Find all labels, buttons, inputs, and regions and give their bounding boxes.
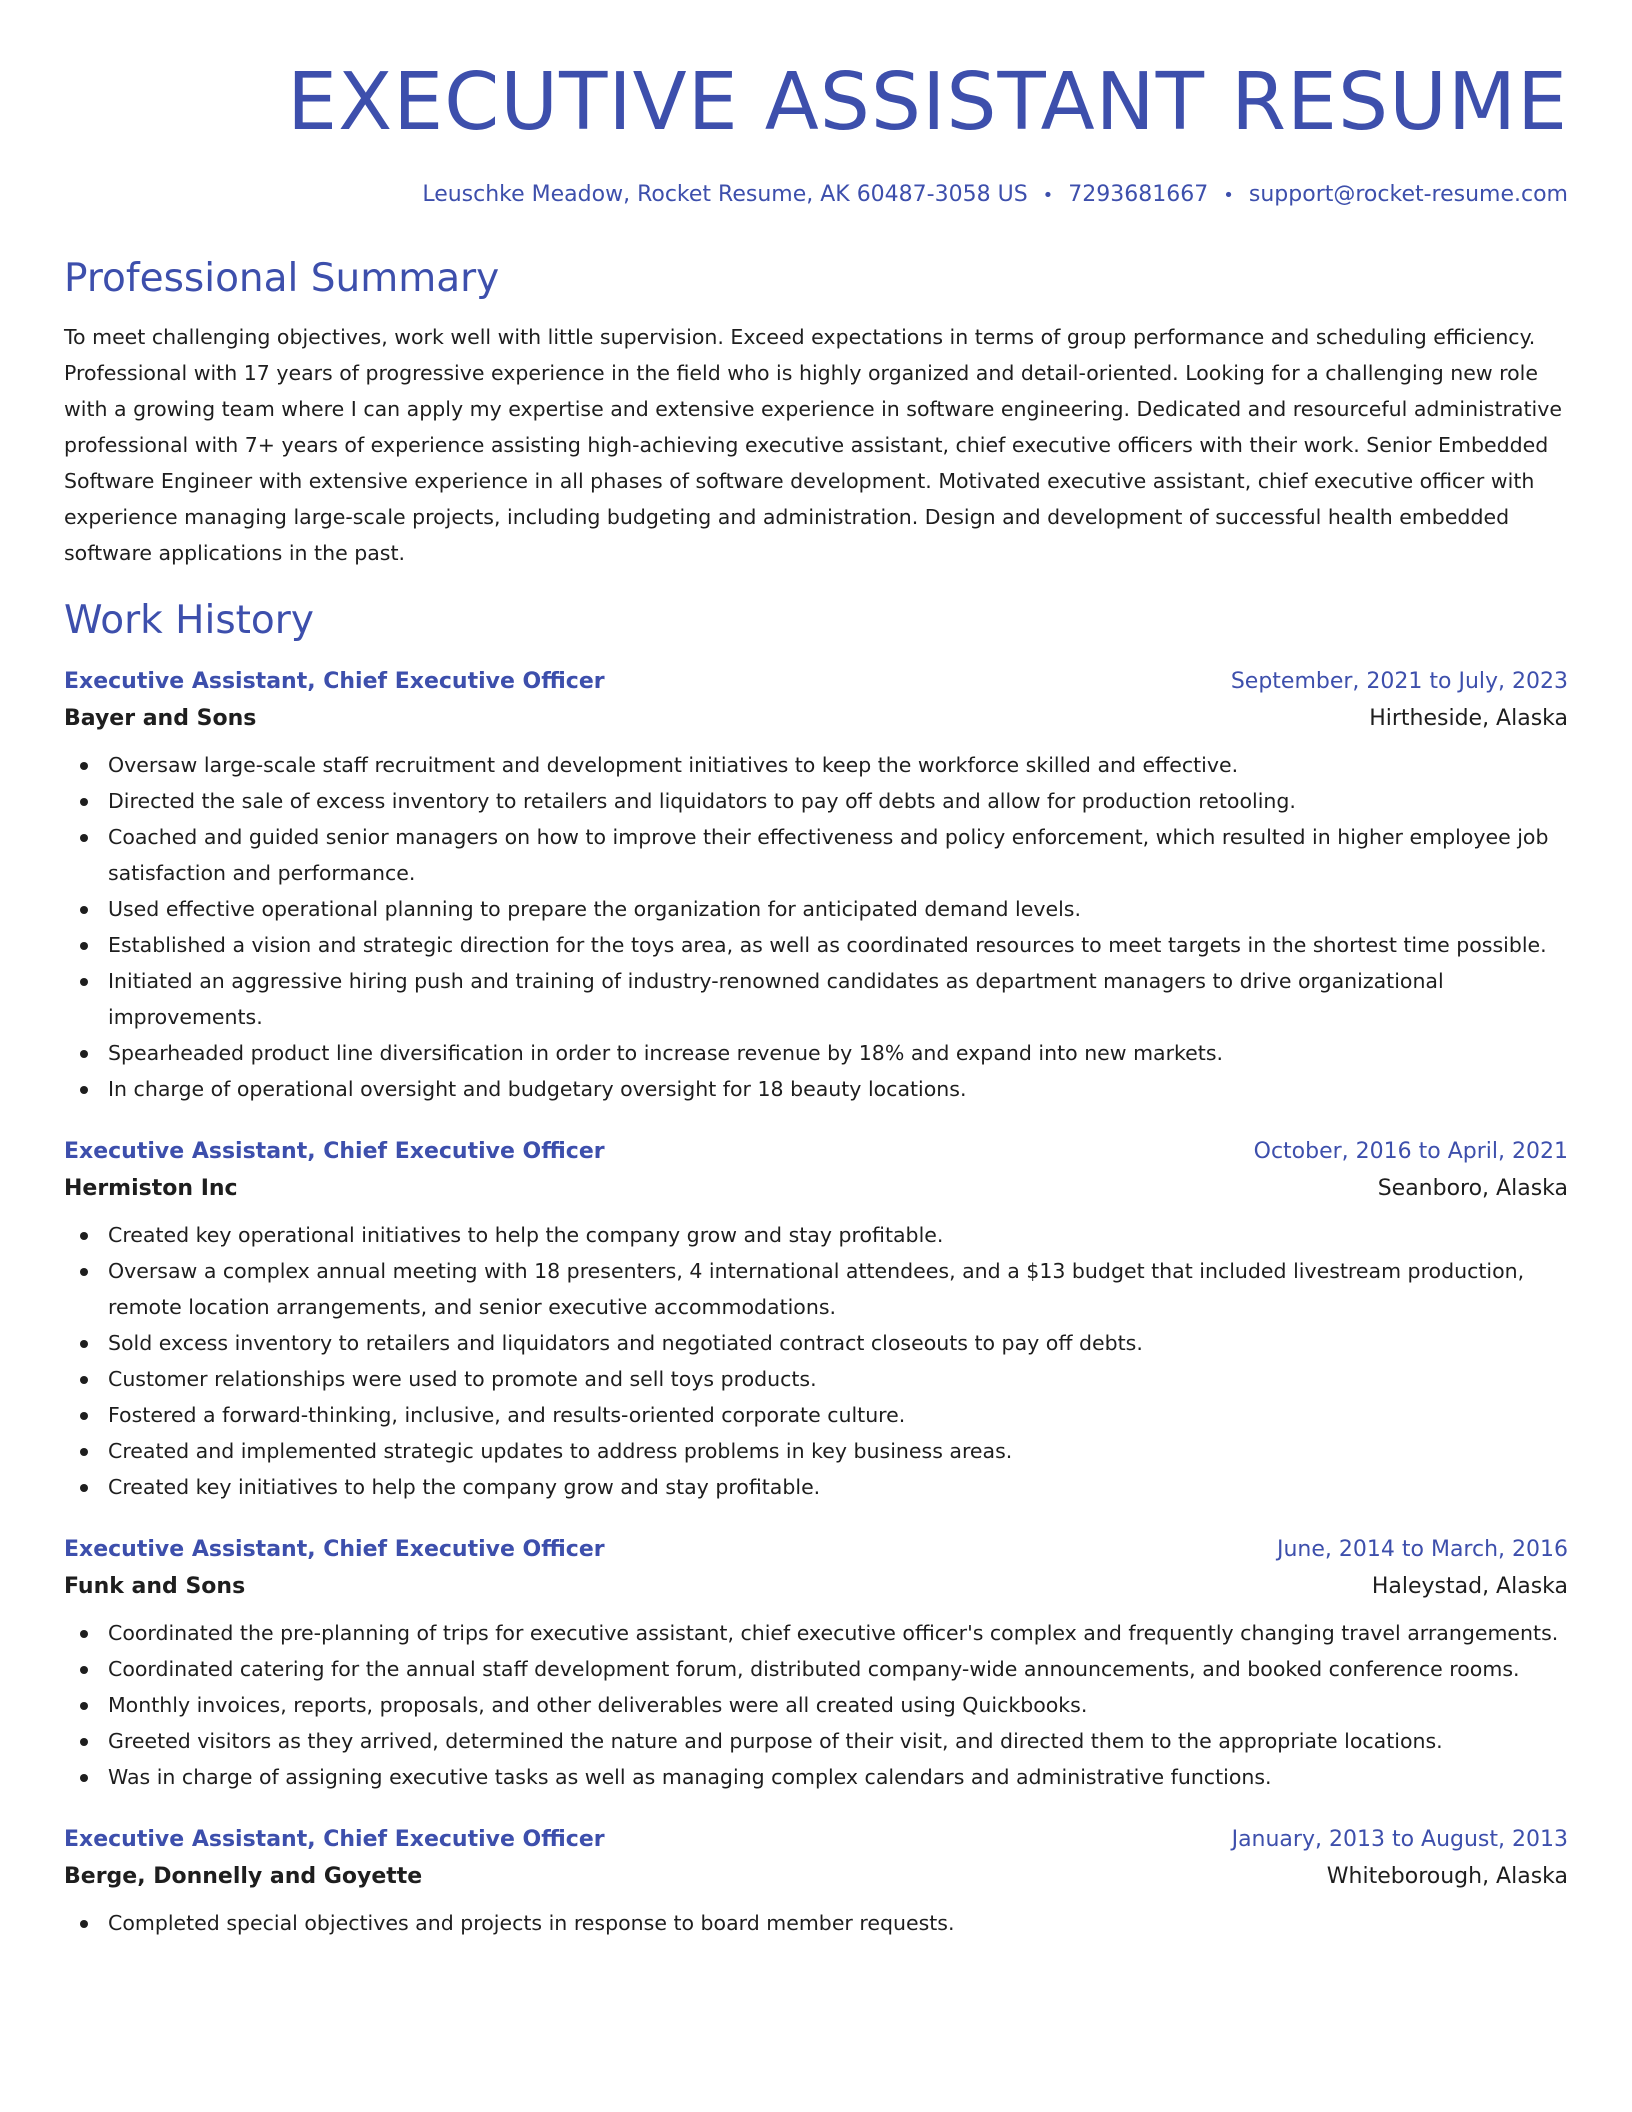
job-title: Executive Assistant, Chief Executive Officer	[64, 1537, 605, 1562]
job-dates: June, 2014 to March, 2016	[1277, 1537, 1568, 1562]
job-bullets	[64, 1615, 1568, 1795]
job-bullets	[64, 1905, 1568, 1941]
job-company: Bayer and Sons	[64, 706, 257, 731]
work-history-list	[64, 665, 1568, 1941]
job-title: Executive Assistant, Chief Executive Officer	[64, 1139, 605, 1164]
job-dates: January, 2013 to August, 2013	[1231, 1827, 1568, 1852]
job-bullet-item: Completed special objectives and projects in response to board member requests.	[108, 1905, 1568, 1941]
summary-heading: Professional Summary	[64, 256, 500, 301]
summary-text: To meet challenging objectives, work well with little supervision. Exceed expectations in terms of group performance and scheduling efficiency. Professional with 17 years of progressive experience in the field who is highly organized and detail-oriented. Looking for a challenging new role with a growing team where I can apply my expertise and extensive experience in software engineering. Dedicated and resourceful administrative professional with 7+ years of experience assisting high-achieving executive assistant, chief executive officers with their work. Senior Embedded Software Engineer with extensive experience in all phases of software development. Motivated executive assistant, chief executive officer with experience managing large-scale projects, including budgeting and administration. Design and development of successful health embedded software applications in the past.	[64, 325, 1562, 565]
job-bullet-item: In charge of operational oversight and budgetary oversight for 18 beauty locations.	[108, 1071, 1568, 1107]
contact-separator: •	[1042, 185, 1054, 206]
contact-line	[64, 180, 1568, 211]
contact-address: Leuschke Meadow, Rocket Resume, AK 60487-3058 US	[422, 182, 1028, 207]
job-bullet-item: Created key operational initiatives to help the company grow and stay profitable.	[108, 1217, 1568, 1253]
job-location: Seanboro, Alaska	[1377, 1176, 1568, 1201]
resume-page	[64, 0, 1568, 1941]
job-company: Berge, Donnelly and Goyette	[64, 1864, 423, 1889]
job-title-row	[64, 665, 1568, 699]
job-bullets	[64, 1217, 1568, 1505]
job-location: Haleystad, Alaska	[1371, 1574, 1568, 1599]
job-location: Hirtheside, Alaska	[1369, 706, 1568, 731]
job-bullet-item: Used effective operational planning to prepare the organization for anticipated demand levels.	[108, 891, 1568, 927]
job-bullet-item: Fostered a forward-thinking, inclusive, and results-oriented corporate culture.	[108, 1397, 1568, 1433]
job-entry	[64, 1533, 1568, 1795]
job-bullet-item: Established a vision and strategic direction for the toys area, as well as coordinated resources to meet targets in the shortest time possible.	[108, 927, 1568, 963]
job-bullet-item: Monthly invoices, reports, proposals, and other deliverables were all created using Quickbooks.	[108, 1687, 1568, 1723]
job-bullet-item: Coached and guided senior managers on how to improve their effectiveness and policy enforcement, which resulted in higher employee job satisfaction and performance.	[108, 819, 1568, 891]
contact-email: support@rocket-resume.com	[1248, 182, 1568, 207]
job-company-row	[64, 699, 1568, 739]
job-bullet-item: Oversaw a complex annual meeting with 18 presenters, 4 international attendees, and a $13 budget that included livestream production, remote location arrangements, and senior executive accommodations.	[108, 1253, 1568, 1325]
resume-header	[64, 0, 1568, 211]
job-dates: September, 2021 to July, 2023	[1230, 669, 1568, 694]
job-entry	[64, 1135, 1568, 1505]
job-bullet-item: Created key initiatives to help the company grow and stay profitable.	[108, 1469, 1568, 1505]
job-bullet-item: Sold excess inventory to retailers and liquidators and negotiated contract closeouts to pay off debts.	[108, 1325, 1568, 1361]
job-bullet-item: Created and implemented strategic updates to address problems in key business areas.	[108, 1433, 1568, 1469]
job-bullet-item: Coordinated the pre-planning of trips for executive assistant, chief executive officer's complex and frequently changing travel arrangements.	[108, 1615, 1568, 1651]
job-entry	[64, 665, 1568, 1107]
job-entry	[64, 1823, 1568, 1941]
job-title-row	[64, 1135, 1568, 1169]
job-title: Executive Assistant, Chief Executive Officer	[64, 669, 605, 694]
job-bullet-item: Oversaw large-scale staff recruitment and development initiatives to keep the workforce skilled and effective.	[108, 747, 1568, 783]
job-company: Funk and Sons	[64, 1574, 246, 1599]
contact-phone: 7293681667	[1068, 182, 1209, 207]
job-bullet-item: Was in charge of assigning executive tasks as well as managing complex calendars and administrative functions.	[108, 1759, 1568, 1795]
contact-separator: •	[1223, 185, 1234, 206]
job-company-row	[64, 1169, 1568, 1209]
work-history-heading: Work History	[64, 598, 314, 643]
job-company-row	[64, 1567, 1568, 1607]
job-bullet-item: Coordinated catering for the annual staff development forum, distributed company-wide announcements, and booked conference rooms.	[108, 1651, 1568, 1687]
job-location: Whiteborough, Alaska	[1326, 1864, 1568, 1889]
job-bullet-item: Initiated an aggressive hiring push and training of industry-renowned candidates as department managers to drive organizational improvements.	[108, 963, 1568, 1035]
job-title: Executive Assistant, Chief Executive Officer	[64, 1827, 605, 1852]
job-company: Hermiston Inc	[64, 1176, 238, 1201]
job-bullets	[64, 747, 1568, 1107]
job-bullet-item: Spearheaded product line diversification in order to increase revenue by 18% and expand into new markets.	[108, 1035, 1568, 1071]
job-bullet-item: Customer relationships were used to promote and sell toys products.	[108, 1361, 1568, 1397]
job-company-row	[64, 1857, 1568, 1897]
job-title-row	[64, 1533, 1568, 1567]
job-bullet-item: Directed the sale of excess inventory to retailers and liquidators to pay off debts and allow for production retooling.	[108, 783, 1568, 819]
resume-title: EXECUTIVE ASSISTANT RESUME	[287, 56, 1568, 148]
job-dates: October, 2016 to April, 2021	[1253, 1139, 1568, 1164]
job-title-row	[64, 1823, 1568, 1857]
job-bullet-item: Greeted visitors as they arrived, determined the nature and purpose of their visit, and directed them to the appropriate locations.	[108, 1723, 1568, 1759]
